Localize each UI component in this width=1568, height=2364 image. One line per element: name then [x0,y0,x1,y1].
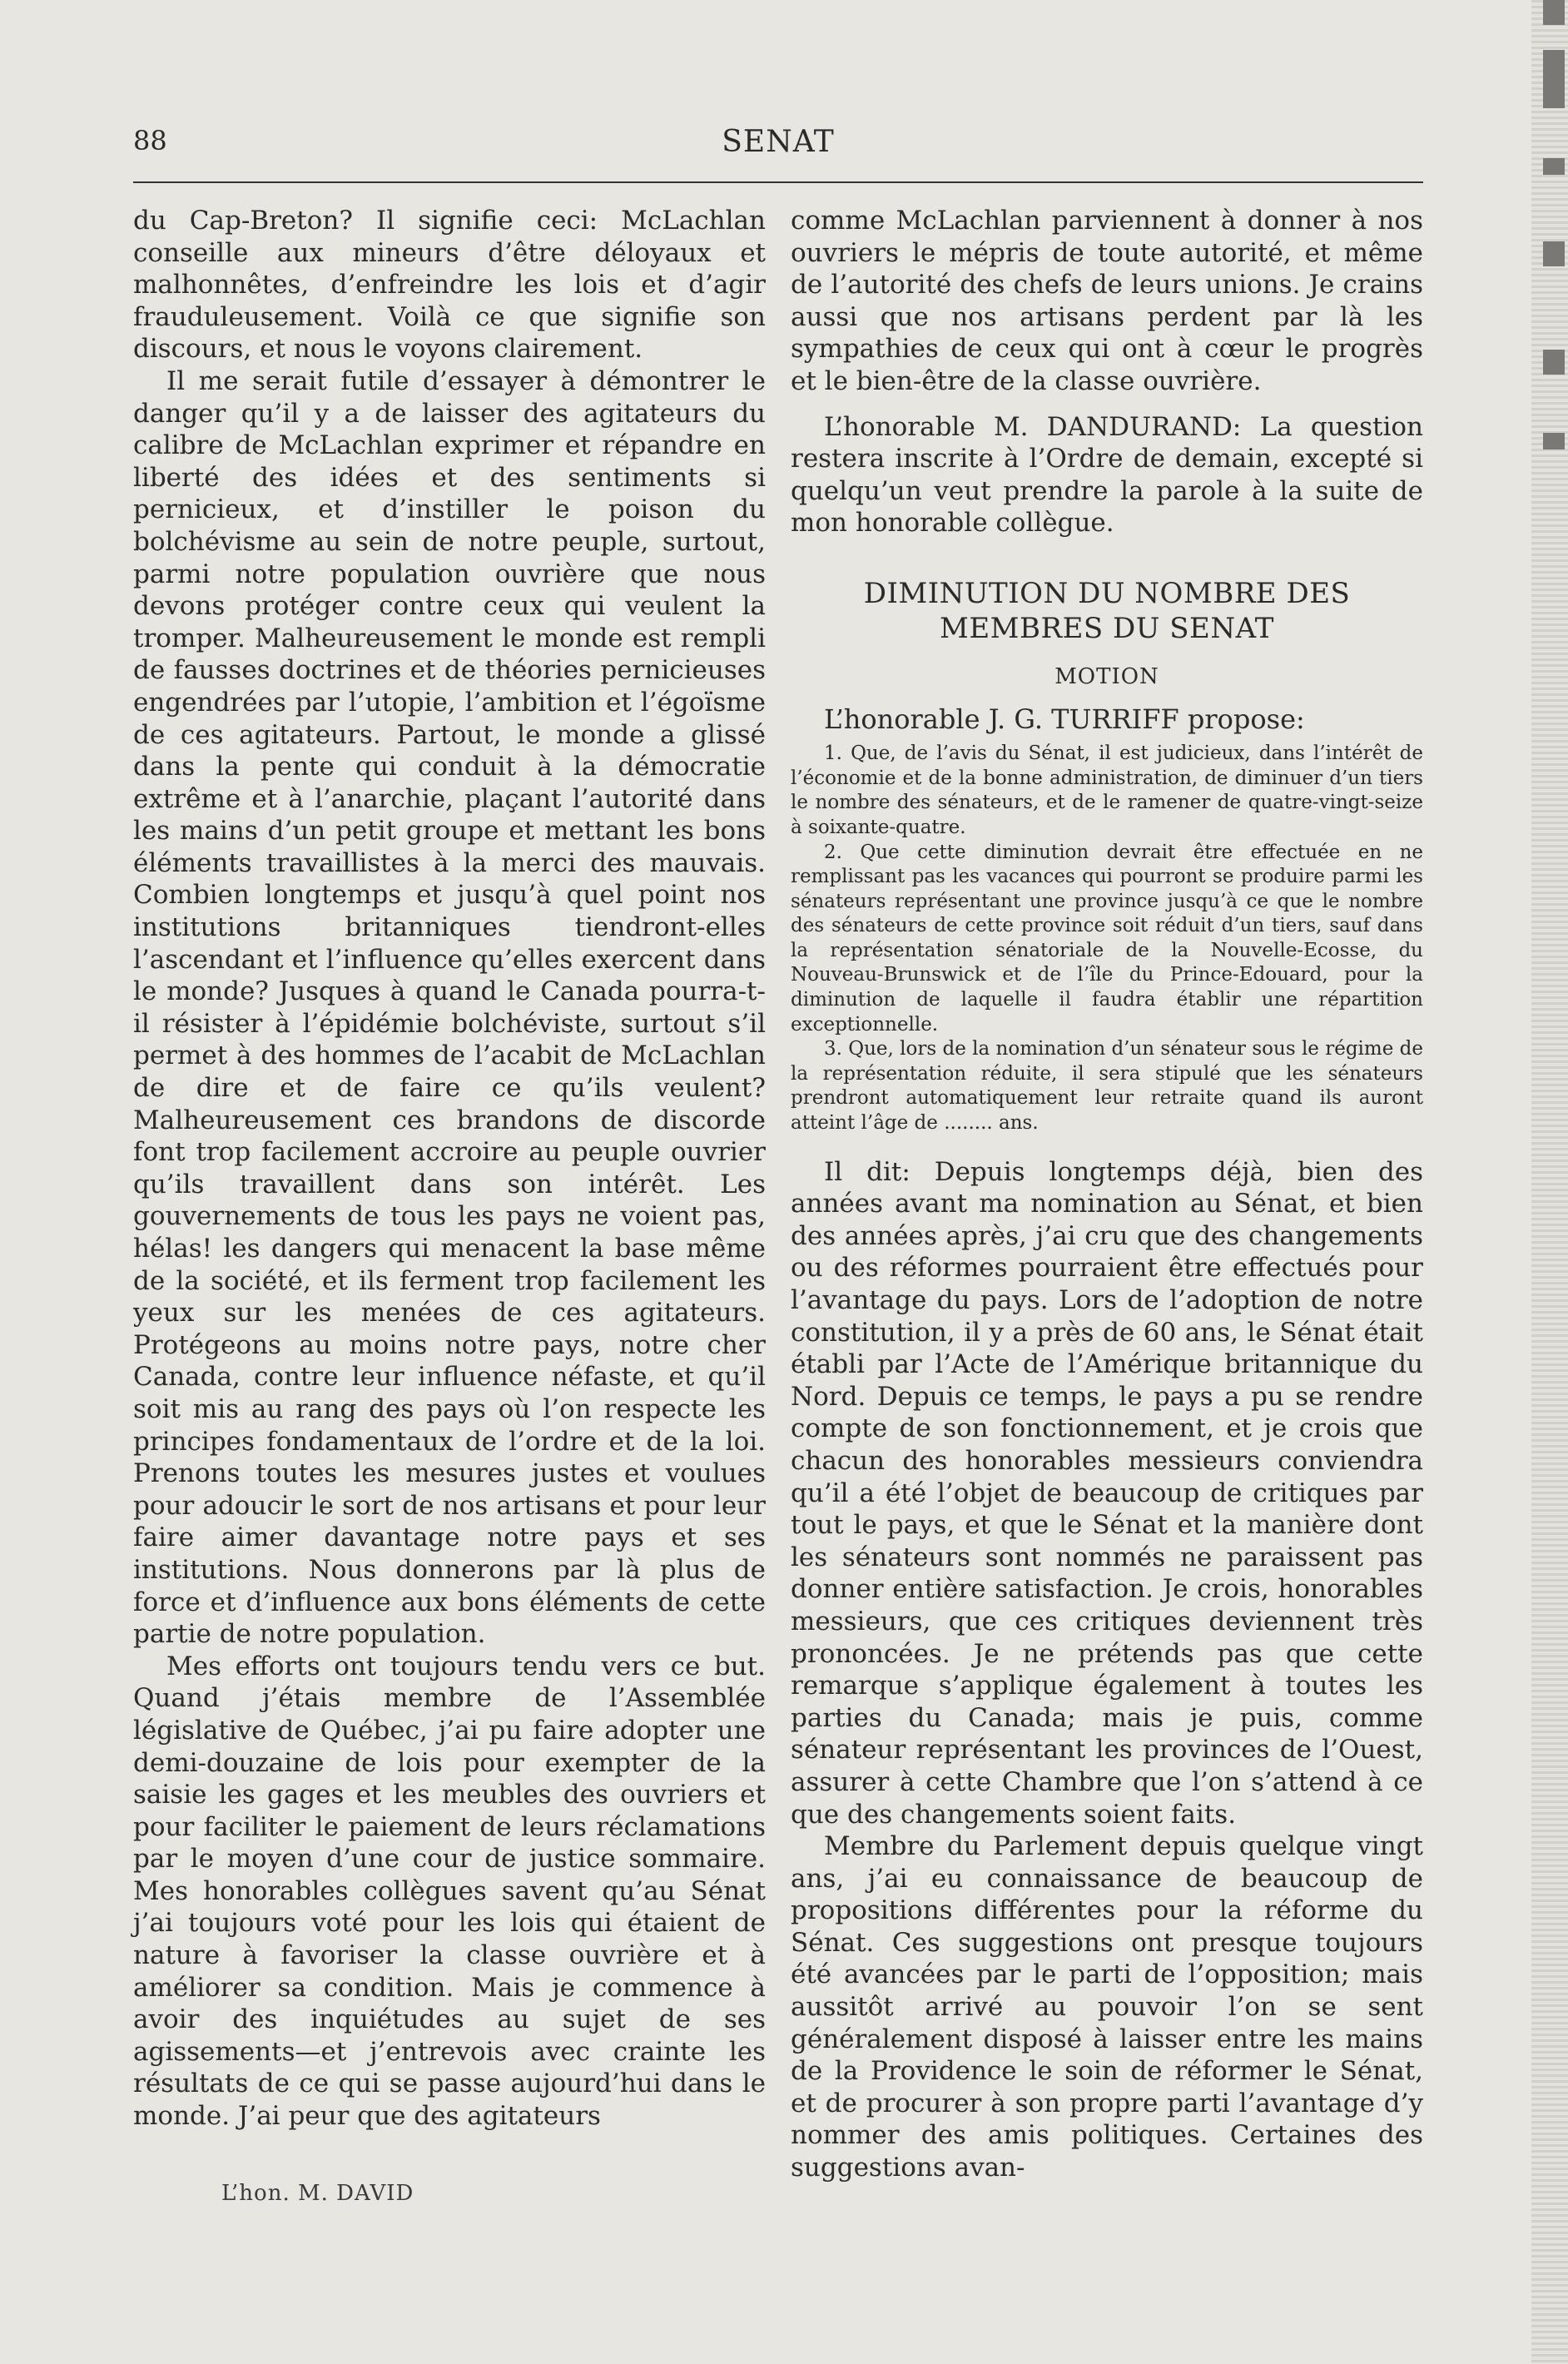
running-head: SENAT [722,125,835,159]
edge-mark [1543,350,1565,375]
motion-item: 1. Que, de l’avis du Sénat, il est judicieux, dans l’intérêt de l’économie et de la bonne administration, de diminuer d’un tiers le nombre des sénateurs, et de le ramener de quatre-vingt-seize à soixante-quatre. [791,742,1423,838]
paragraph: du Cap-Breton? Il signifie ceci: McLachlan conseille aux mineurs d’être déloyaux et malhonnêtes, d’enfreindre les lois et d’agir frauduleusement. Voilà ce que signifie son discours, et nous le voyons clairement. [133,206,766,365]
edge-mark [1543,241,1565,266]
left-column [133,205,766,2133]
right-column [791,205,1423,2184]
page-header [133,125,1423,161]
proposer-line: L’honorable J. G. TURRIFF propose: [824,703,1305,735]
paragraph: Il me serait futile d’essayer à démontrer le danger qu’il y a de laisser des agitateurs du calibre de McLachlan exprimer et répandre en liberté des idées et des sentiments si pernicieux, et d’instiller le poison du bolchévisme au sein de notre peuple, surtout, parmi notre population ouvrière que nous devons protéger contre ceux qui veulent la tromper. Malheureusement le monde est rempli de fausses doctrines et de théories pernicieuses engendrées par l’utopie, l’ambition et l’égoïsme de ces agitateurs. Partout, le monde a glissé dans la pente qui conduit à la démocratie extrême et à l’anarchie, plaçant l’autorité dans les mains d’un petit groupe et mettant les bons éléments travaillistes à la merci des mauvais. Combien longtemps et jusqu’à quel point nos institutions britanniques tiendront-elles l’ascendant et l’influence qu’elles exercent dans le monde? Jusques à quand le Canada pourra-t-il résister à l’épidémie bolchéviste, surtout s’il permet à des hommes de l’acabit de McLachlan de dire et de faire ce qu’ils veulent? Malheureusement ces brandons de discorde font trop facilement accroire au peuple ouvrier qu’ils travaillent dans son intérêt. Les gouvernements de tous les pays ne voient pas, hélas! les dangers qui menacent la base même de la société, et ils ferment trop facilement les yeux sur les menées de ces agitateurs. Protégeons au moins notre pays, notre cher Canada, contre leur influence néfaste, et qu’il soit mis au rang des pays où l’on respecte les principes fondamentaux de l’ordre et de la loi. Prenons toutes les mesures justes et voulues pour adoucir le sort de nos artisans et pour leur faire aimer davantage notre pays et ses institutions. Nous donnerons par là plus de force et d’influence aux bons éléments de cette partie de notre population. [133,365,766,1650]
header-rule [133,181,1423,183]
motion-text [791,742,1423,1136]
speech-body [791,1156,1423,2184]
footer-note: L’hon. M. DAVID [221,2181,414,2206]
motion-item: 2. Que cette diminution devrait être effectuée en ne remplissant pas les vacances qui pourront se produire parmi les sénateurs représentant une province jusqu’à ce que le nombre des sénateurs de cette province soit réduit d’un tiers, sauf dans la représentation sénatoriale de la Nouvelle-Ecosse, du Nouveau-Brunswick et de l’île du Prince-Edouard, pour la diminution de laquelle il faudra établir une répartition exceptionnelle. [791,841,1423,1035]
edge-mark [1543,0,1565,25]
edge-mark [1543,433,1565,449]
paragraph: comme McLachlan parviennent à donner à nos ouvriers le mépris de toute autorité, et même de l’autorité des chefs de leurs unions. Je crains aussi que nos artisans perdent par là les sympathies de ceux qui ont à cœur le progrès et le bien-être de la classe ouvrière. [791,206,1423,396]
edge-mark [1543,158,1565,175]
paragraph: Il dit: Depuis longtemps déjà, bien des années avant ma nomination au Sénat, et bien des années après, j’ai cru que des changements ou des réformes pourraient être effectués pour l’avantage du pays. Lors de l’adoption de notre constitution, il y a près de 60 ans, le Sénat était établi par l’Acte de l’Amérique britannique du Nord. Depuis ce temps, le pays a pu se rendre compte de son fonctionnement, et je crois que chacun des honorables messieurs conviendra qu’il a été l’objet de beaucoup de critiques par tout le pays, et que le Sénat et la manière dont les sénateurs sont nommés ne paraissent pas donner entière satisfaction. Je crois, honorables messieurs, que ces critiques deviennent très prononcées. Je ne prétends pas que cette remarque s’applique également à toutes les parties du Canada; mais je puis, comme sénateur représentant les provinces de l’Ouest, assurer à cette Chambre que l’on s’attend à ce que des changements soient faits. [791,1156,1423,1830]
page-number: 88 [133,125,167,156]
page-edge-strip [1531,0,1568,2364]
speaker-paragraph: L’honorable M. DANDURAND: La question restera inscrite à l’Ordre de demain, excepté si quelqu’un veut prendre la parole à la suite de mon honorable collègue. [791,411,1423,539]
motion-item: 3. Que, lors de la nomination d’un sénateur sous le régime de la représentation réduite, il sera stipulé que les sénateurs prendront automatiquement leur retraite quand ils auront atteint l’âge de ........ ans. [791,1038,1423,1135]
section-title-line: DIMINUTION DU NOMBRE DES [863,576,1351,610]
section-title [791,576,1423,646]
section-title-line: MEMBRES DU SENAT [940,611,1274,645]
paragraph: Mes efforts ont toujours tendu vers ce but. Quand j’étais membre de l’Assemblée législative de Québec, j’ai pu faire adopter une demi-douzaine de lois pour exempter de la saisie les gages et les meubles des ouvriers et pour faciliter le paiement de leurs réclamations par le moyen d’une cour de justice sommaire. Mes honorables collègues savent qu’au Sénat j’ai toujours voté pour les lois qui étaient de nature à favoriser la classe ouvrière et à améliorer sa condition. Mais je commence à avoir des inquiétudes au sujet de ses agissements—et j’entrevois avec crainte les résultats de ce qui se passe aujourd’hui dans le monde. J’ai peur que des agitateurs [133,1651,766,2132]
edge-mark [1543,50,1565,108]
paragraph: Membre du Parlement depuis quelque vingt ans, j’ai eu connaissance de beaucoup de propositions différentes pour la réforme du Sénat. Ces suggestions ont presque toujours été avancées par le parti de l’opposition; mais aussitôt arrivé au pouvoir l’on se sent généralement disposé à laisser entre les mains de la Providence le soin de réformer le Sénat, et de procurer à son propre parti l’avantage d’y nommer des amis politiques. Certaines des suggestions avan- [791,1831,1423,2183]
section-subtitle: MOTION [1054,663,1159,689]
